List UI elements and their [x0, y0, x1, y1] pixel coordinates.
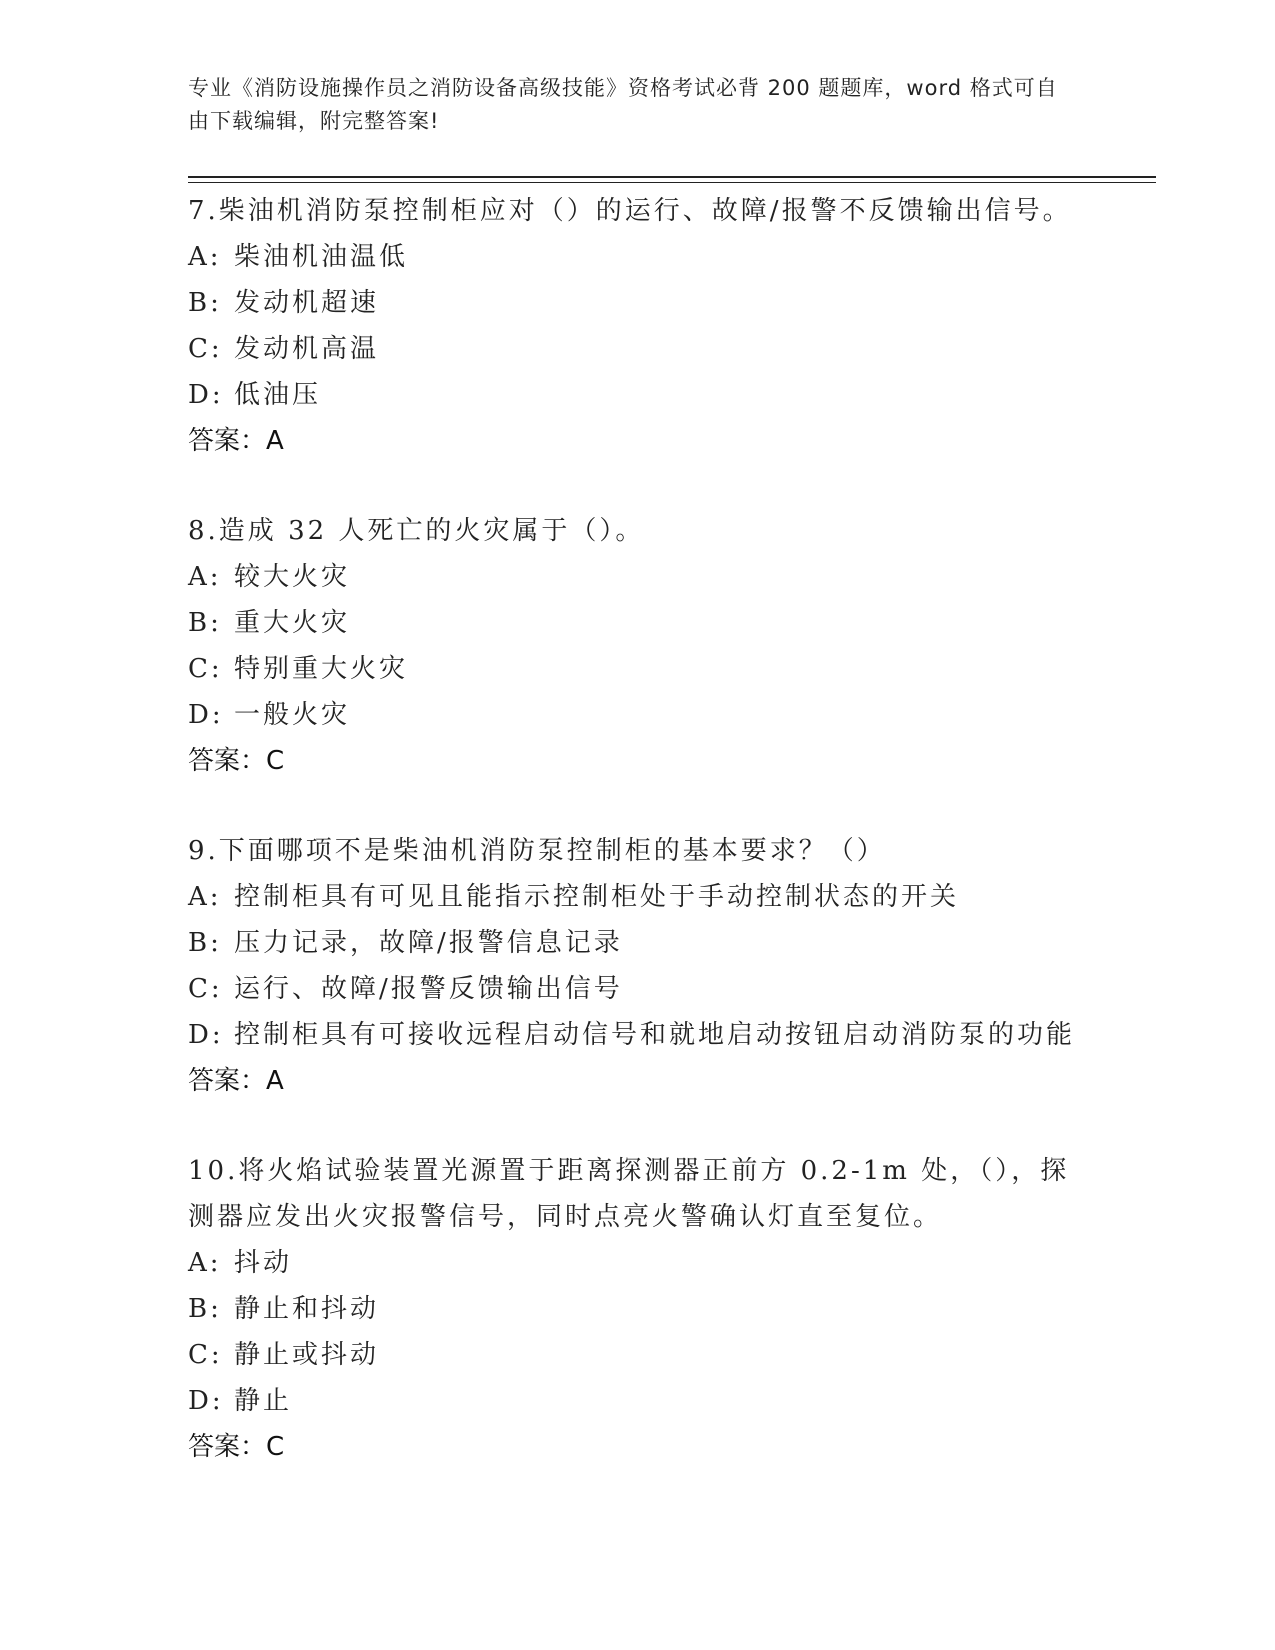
- answer-line: 答案：A: [188, 426, 284, 456]
- option-b: [188, 280, 1088, 326]
- option-letter: A:: [188, 562, 222, 592]
- question-9: [188, 828, 1088, 1104]
- option-d: [188, 1012, 1088, 1058]
- option-letter: D:: [188, 700, 224, 730]
- header-divider-thin: [188, 182, 1156, 183]
- question-stem: 7.柴油机消防泵控制柜应对（）的运行、故障/报警不反馈输出信号。: [188, 196, 1072, 226]
- option-text: 抖动: [234, 1248, 293, 1278]
- document-header: [188, 72, 1068, 138]
- option-c: [188, 326, 1088, 372]
- question-10: [188, 1148, 1088, 1470]
- option-text: 静止或抖动: [234, 1340, 380, 1370]
- option-a: [188, 234, 1088, 280]
- option-letter: C:: [188, 654, 223, 684]
- option-c: [188, 966, 1088, 1012]
- option-letter: A:: [188, 242, 222, 272]
- option-letter: B:: [188, 928, 222, 958]
- header-divider-thick: [188, 176, 1156, 178]
- option-text: 控制柜具有可见且能指示控制柜处于手动控制状态的开关: [234, 882, 960, 912]
- option-letter: C:: [188, 1340, 223, 1370]
- option-text: 控制柜具有可接收远程启动信号和就地启动按钮启动消防泵的功能: [234, 1020, 1076, 1050]
- option-text: 一般火灾: [234, 700, 351, 730]
- option-text: 柴油机油温低: [234, 242, 409, 272]
- question-stem: 9.下面哪项不是柴油机消防泵控制柜的基本要求？（）: [188, 836, 886, 866]
- option-a: [188, 1240, 1088, 1286]
- option-d: [188, 1378, 1088, 1424]
- option-letter: B:: [188, 288, 222, 318]
- option-text: 静止和抖动: [234, 1294, 380, 1324]
- option-text: 低油压: [234, 380, 322, 410]
- option-letter: C:: [188, 334, 223, 364]
- option-text: 较大火灾: [234, 562, 351, 592]
- option-letter: B:: [188, 608, 222, 638]
- option-c: [188, 646, 1088, 692]
- option-letter: D:: [188, 380, 224, 410]
- option-text: 压力记录，故障/报警信息记录: [234, 928, 623, 958]
- header-title: 专业《消防设施操作员之消防设备高级技能》资格考试必背 200 题题库，word 格式可自由下载编辑，附完整答案!: [188, 76, 1058, 133]
- option-letter: B:: [188, 1294, 222, 1324]
- option-letter: C:: [188, 974, 223, 1004]
- question-list: [188, 188, 1088, 1514]
- answer-line: 答案：C: [188, 746, 285, 776]
- option-letter: A:: [188, 1248, 222, 1278]
- option-text: 发动机超速: [234, 288, 380, 318]
- option-text: 重大火灾: [234, 608, 351, 638]
- question-7: [188, 188, 1088, 464]
- option-b: [188, 920, 1088, 966]
- option-letter: D:: [188, 1020, 224, 1050]
- option-text: 发动机高温: [234, 334, 380, 364]
- option-d: [188, 692, 1088, 738]
- option-b: [188, 1286, 1088, 1332]
- option-b: [188, 600, 1088, 646]
- answer-line: 答案：C: [188, 1432, 285, 1462]
- option-letter: A:: [188, 882, 222, 912]
- option-text: 运行、故障/报警反馈输出信号: [234, 974, 623, 1004]
- option-c: [188, 1332, 1088, 1378]
- option-a: [188, 874, 1088, 920]
- option-text: 特别重大火灾: [234, 654, 409, 684]
- option-letter: D:: [188, 1386, 224, 1416]
- answer-line: 答案：A: [188, 1066, 284, 1096]
- option-text: 静止: [234, 1386, 293, 1416]
- option-d: [188, 372, 1088, 418]
- question-8: [188, 508, 1088, 784]
- question-stem: 10.将火焰试验装置光源置于距离探测器正前方 0.2-1m 处，（），探测器应发出火灾报警信号，同时点亮火警确认灯直至复位。: [188, 1156, 1070, 1232]
- question-stem: 8.造成 32 人死亡的火灾属于（）。: [188, 516, 645, 546]
- option-a: [188, 554, 1088, 600]
